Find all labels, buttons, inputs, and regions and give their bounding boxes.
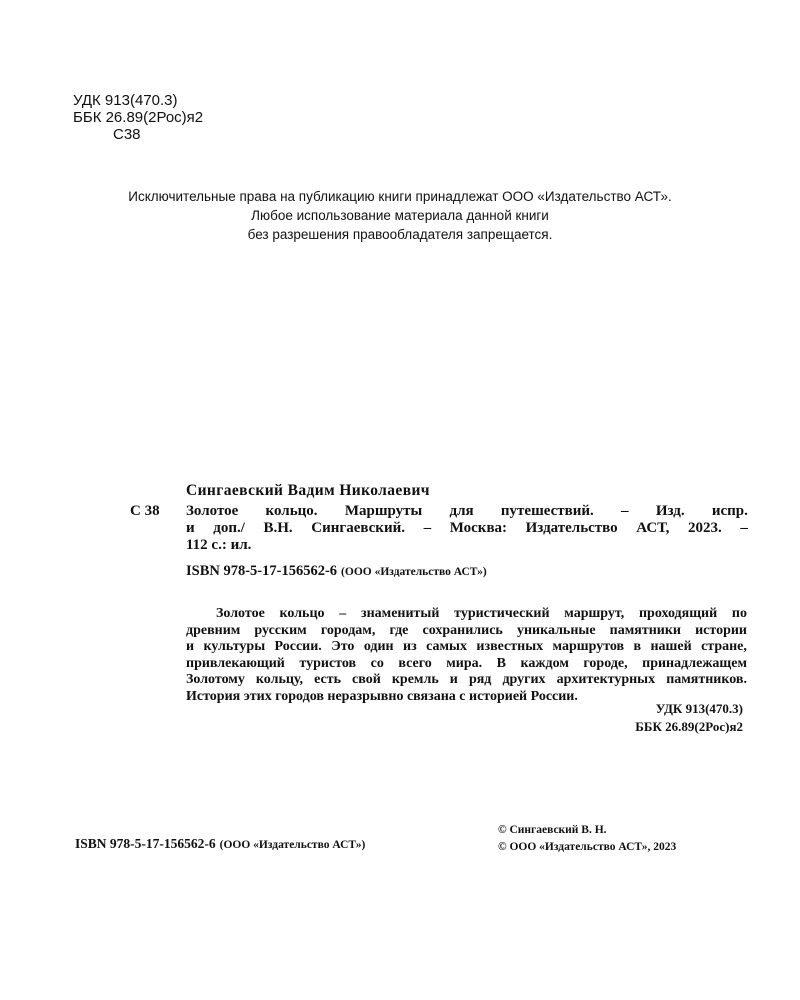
annotation-line-3: и культуры России. Это один из самых известных маршрутов в нашей стране, (186, 639, 747, 654)
rights-line-3: без разрешения правообладателя запрещается. (247, 227, 553, 242)
isbn-record (186, 563, 487, 580)
udk-code: УДК 913(470.3) (73, 92, 178, 109)
classification-codes-top (73, 92, 203, 143)
rights-line-2: Любое использование материала данной книги (251, 208, 549, 223)
author-heading: Сингаевский Вадим Николаевич (186, 482, 430, 499)
bbk-code: ББК 26.89(2Рос)я2 (73, 109, 204, 126)
isbn-number: ISBN 978-5-17-156562-6 (186, 563, 338, 579)
copyright-block (498, 822, 676, 856)
description-line-1: Золотое кольцо. Маршруты для путешествий. – Изд. испр. (186, 503, 748, 519)
isbn-footer-number: ISBN 978-5-17-156562-6 (75, 836, 216, 851)
annotation-line-5: Золотому кольцу, есть свой кремль и ряд других архитектурных памятников. (186, 672, 747, 687)
isbn-footer (75, 836, 365, 852)
annotation-line-4: привлекающий туристов со всего мира. В каждом городе, принадлежащем (186, 655, 747, 671)
udk-code-bottom: УДК 913(470.3) (655, 701, 743, 716)
copyright-author: © Сингаевский В. Н. (498, 824, 607, 836)
copyright-publisher: © ООО «Издательство АСТ», 2023 (498, 841, 677, 853)
description-line-2: и доп./ В.Н. Сингаевский. – Москва: Издательство АСТ, 2023. – (186, 520, 748, 536)
rights-notice (0, 187, 800, 244)
classification-codes-bottom (635, 700, 743, 736)
annotation (186, 606, 747, 705)
rights-line-1: Исключительные права на публикацию книги принадлежат ООО «Издательство АСТ». (128, 189, 672, 204)
isbn-footer-publisher: (ООО «Издательство АСТ») (219, 839, 366, 851)
bibliographic-description (186, 503, 748, 554)
cutter-number: С 38 (130, 503, 160, 519)
annotation-line-6: История этих городов неразрывно связана с историей России. (186, 688, 578, 704)
cutter-code: С38 (113, 126, 141, 143)
bbk-code-bottom: ББК 26.89(2Рос)я2 (635, 719, 743, 734)
annotation-line-1: Золотое кольцо – знаменитый туристический маршрут, проходящий по (216, 606, 747, 621)
isbn-publisher: (ООО «Издательство АСТ») (341, 566, 487, 578)
annotation-line-2: древним русским городам, где сохранились уникальные памятники истории (186, 622, 747, 638)
description-line-3: 112 с.: ил. (186, 537, 252, 553)
